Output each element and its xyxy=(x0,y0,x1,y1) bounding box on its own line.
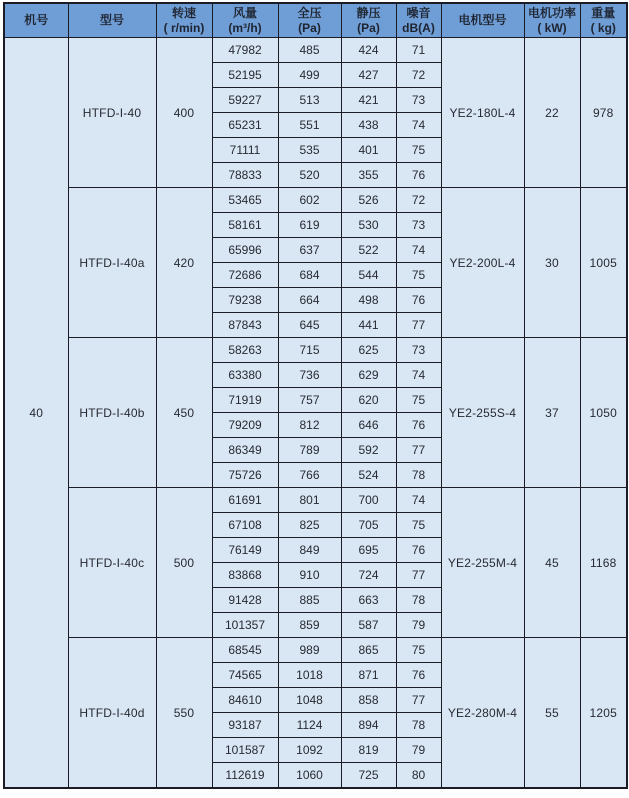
cell-static-pressure: 524 xyxy=(341,463,396,488)
cell-total-pressure: 885 xyxy=(278,588,341,613)
cell-airflow: 47982 xyxy=(212,38,278,63)
cell-total-pressure: 1060 xyxy=(278,763,341,789)
cell-static-pressure: 620 xyxy=(341,388,396,413)
cell-total-pressure: 619 xyxy=(278,213,341,238)
cell-speed: 550 xyxy=(156,638,212,789)
fan-specification-table xyxy=(3,2,628,789)
cell-noise: 71 xyxy=(396,38,441,63)
cell-speed: 450 xyxy=(156,338,212,488)
cell-noise: 74 xyxy=(396,363,441,388)
header-cell-model: 型号 xyxy=(68,3,156,38)
cell-noise: 75 xyxy=(396,513,441,538)
cell-noise: 78 xyxy=(396,463,441,488)
cell-static-pressure: 530 xyxy=(341,213,396,238)
cell-airflow: 112619 xyxy=(212,763,278,789)
cell-static-pressure: 592 xyxy=(341,438,396,463)
cell-total-pressure: 766 xyxy=(278,463,341,488)
cell-airflow: 61691 xyxy=(212,488,278,513)
cell-noise: 77 xyxy=(396,313,441,338)
cell-static-pressure: 427 xyxy=(341,63,396,88)
table-header-row xyxy=(4,3,627,38)
cell-total-pressure: 757 xyxy=(278,388,341,413)
cell-static-pressure: 871 xyxy=(341,663,396,688)
cell-motor-model: YE2-280M-4 xyxy=(441,638,524,789)
cell-airflow: 83868 xyxy=(212,563,278,588)
cell-airflow: 65996 xyxy=(212,238,278,263)
cell-noise: 75 xyxy=(396,388,441,413)
cell-airflow: 101587 xyxy=(212,738,278,763)
cell-total-pressure: 1124 xyxy=(278,713,341,738)
cell-static-pressure: 401 xyxy=(341,138,396,163)
cell-static-pressure: 663 xyxy=(341,588,396,613)
cell-noise: 73 xyxy=(396,213,441,238)
header-cell-airflow: 风量 (m³/h) xyxy=(212,3,278,38)
header-cell-total-pressure: 全压 (Pa) xyxy=(278,3,341,38)
cell-total-pressure: 535 xyxy=(278,138,341,163)
cell-total-pressure: 825 xyxy=(278,513,341,538)
cell-static-pressure: 544 xyxy=(341,263,396,288)
cell-static-pressure: 819 xyxy=(341,738,396,763)
cell-noise: 77 xyxy=(396,688,441,713)
cell-noise: 75 xyxy=(396,263,441,288)
cell-static-pressure: 438 xyxy=(341,113,396,138)
header-cell-machine-no: 机号 xyxy=(4,3,68,38)
cell-noise: 76 xyxy=(396,413,441,438)
cell-static-pressure: 695 xyxy=(341,538,396,563)
cell-airflow: 87843 xyxy=(212,313,278,338)
table-row xyxy=(4,338,627,363)
cell-motor-power: 30 xyxy=(524,188,580,338)
cell-total-pressure: 801 xyxy=(278,488,341,513)
cell-motor-power: 45 xyxy=(524,488,580,638)
cell-motor-power: 37 xyxy=(524,338,580,488)
cell-noise: 74 xyxy=(396,113,441,138)
cell-static-pressure: 724 xyxy=(341,563,396,588)
cell-total-pressure: 910 xyxy=(278,563,341,588)
cell-noise: 78 xyxy=(396,713,441,738)
cell-total-pressure: 812 xyxy=(278,413,341,438)
cell-noise: 75 xyxy=(396,638,441,663)
cell-total-pressure: 684 xyxy=(278,263,341,288)
cell-noise: 77 xyxy=(396,563,441,588)
cell-static-pressure: 705 xyxy=(341,513,396,538)
cell-airflow: 91428 xyxy=(212,588,278,613)
cell-total-pressure: 645 xyxy=(278,313,341,338)
cell-noise: 78 xyxy=(396,588,441,613)
cell-static-pressure: 629 xyxy=(341,363,396,388)
cell-airflow: 86349 xyxy=(212,438,278,463)
cell-total-pressure: 849 xyxy=(278,538,341,563)
cell-static-pressure: 421 xyxy=(341,88,396,113)
cell-weight: 1168 xyxy=(580,488,627,638)
cell-speed: 500 xyxy=(156,488,212,638)
cell-airflow: 59227 xyxy=(212,88,278,113)
cell-model: HTFD-I-40c xyxy=(68,488,156,638)
cell-airflow: 65231 xyxy=(212,113,278,138)
cell-static-pressure: 587 xyxy=(341,613,396,638)
cell-noise: 72 xyxy=(396,188,441,213)
table-row xyxy=(4,188,627,213)
cell-airflow: 52195 xyxy=(212,63,278,88)
cell-weight: 1050 xyxy=(580,338,627,488)
cell-airflow: 68545 xyxy=(212,638,278,663)
cell-model: HTFD-I-40 xyxy=(68,38,156,188)
table-row xyxy=(4,488,627,513)
cell-airflow: 79209 xyxy=(212,413,278,438)
cell-airflow: 84610 xyxy=(212,688,278,713)
cell-total-pressure: 637 xyxy=(278,238,341,263)
cell-static-pressure: 526 xyxy=(341,188,396,213)
cell-model: HTFD-I-40d xyxy=(68,638,156,789)
table-row xyxy=(4,38,627,63)
header-cell-motor-power: 电机功率 ( kW) xyxy=(524,3,580,38)
cell-static-pressure: 646 xyxy=(341,413,396,438)
cell-airflow: 74565 xyxy=(212,663,278,688)
cell-airflow: 71111 xyxy=(212,138,278,163)
cell-airflow: 72686 xyxy=(212,263,278,288)
cell-airflow: 58263 xyxy=(212,338,278,363)
cell-total-pressure: 664 xyxy=(278,288,341,313)
header-cell-motor-model: 电机型号 xyxy=(441,3,524,38)
cell-airflow: 93187 xyxy=(212,713,278,738)
cell-machine-no: 40 xyxy=(4,38,68,789)
cell-model: HTFD-I-40b xyxy=(68,338,156,488)
cell-airflow: 53465 xyxy=(212,188,278,213)
cell-speed: 400 xyxy=(156,38,212,188)
cell-noise: 75 xyxy=(396,138,441,163)
cell-noise: 79 xyxy=(396,613,441,638)
header-cell-noise: 噪音 dB(A) xyxy=(396,3,441,38)
cell-speed: 420 xyxy=(156,188,212,338)
header-cell-weight: 重量 ( kg) xyxy=(580,3,627,38)
cell-total-pressure: 1048 xyxy=(278,688,341,713)
cell-total-pressure: 789 xyxy=(278,438,341,463)
cell-airflow: 63380 xyxy=(212,363,278,388)
cell-airflow: 75726 xyxy=(212,463,278,488)
cell-total-pressure: 1092 xyxy=(278,738,341,763)
cell-static-pressure: 625 xyxy=(341,338,396,363)
cell-motor-power: 55 xyxy=(524,638,580,789)
cell-noise: 74 xyxy=(396,238,441,263)
cell-static-pressure: 424 xyxy=(341,38,396,63)
cell-static-pressure: 498 xyxy=(341,288,396,313)
cell-noise: 73 xyxy=(396,338,441,363)
cell-airflow: 78833 xyxy=(212,163,278,188)
cell-total-pressure: 736 xyxy=(278,363,341,388)
cell-airflow: 76149 xyxy=(212,538,278,563)
cell-weight: 978 xyxy=(580,38,627,188)
header-cell-speed: 转速 ( r/min) xyxy=(156,3,212,38)
table-row xyxy=(4,638,627,663)
cell-motor-model: YE2-255S-4 xyxy=(441,338,524,488)
cell-airflow: 58161 xyxy=(212,213,278,238)
cell-motor-model: YE2-180L-4 xyxy=(441,38,524,188)
header-cell-static-pressure: 静压 (Pa) xyxy=(341,3,396,38)
cell-total-pressure: 1018 xyxy=(278,663,341,688)
cell-noise: 80 xyxy=(396,763,441,789)
cell-static-pressure: 441 xyxy=(341,313,396,338)
cell-noise: 79 xyxy=(396,738,441,763)
cell-noise: 77 xyxy=(396,438,441,463)
cell-noise: 72 xyxy=(396,63,441,88)
cell-noise: 76 xyxy=(396,163,441,188)
cell-total-pressure: 602 xyxy=(278,188,341,213)
cell-motor-model: YE2-255M-4 xyxy=(441,488,524,638)
cell-weight: 1005 xyxy=(580,188,627,338)
cell-airflow: 101357 xyxy=(212,613,278,638)
cell-weight: 1205 xyxy=(580,638,627,789)
cell-noise: 74 xyxy=(396,488,441,513)
cell-airflow: 79238 xyxy=(212,288,278,313)
cell-model: HTFD-I-40a xyxy=(68,188,156,338)
cell-static-pressure: 865 xyxy=(341,638,396,663)
cell-total-pressure: 859 xyxy=(278,613,341,638)
cell-total-pressure: 513 xyxy=(278,88,341,113)
cell-static-pressure: 894 xyxy=(341,713,396,738)
cell-static-pressure: 858 xyxy=(341,688,396,713)
cell-airflow: 67108 xyxy=(212,513,278,538)
cell-static-pressure: 355 xyxy=(341,163,396,188)
cell-noise: 76 xyxy=(396,663,441,688)
cell-noise: 73 xyxy=(396,88,441,113)
cell-static-pressure: 700 xyxy=(341,488,396,513)
cell-total-pressure: 499 xyxy=(278,63,341,88)
cell-total-pressure: 485 xyxy=(278,38,341,63)
cell-total-pressure: 551 xyxy=(278,113,341,138)
cell-noise: 76 xyxy=(396,538,441,563)
cell-total-pressure: 520 xyxy=(278,163,341,188)
cell-noise: 76 xyxy=(396,288,441,313)
cell-motor-model: YE2-200L-4 xyxy=(441,188,524,338)
cell-static-pressure: 725 xyxy=(341,763,396,789)
cell-total-pressure: 715 xyxy=(278,338,341,363)
cell-total-pressure: 989 xyxy=(278,638,341,663)
cell-static-pressure: 522 xyxy=(341,238,396,263)
cell-airflow: 71919 xyxy=(212,388,278,413)
cell-motor-power: 22 xyxy=(524,38,580,188)
